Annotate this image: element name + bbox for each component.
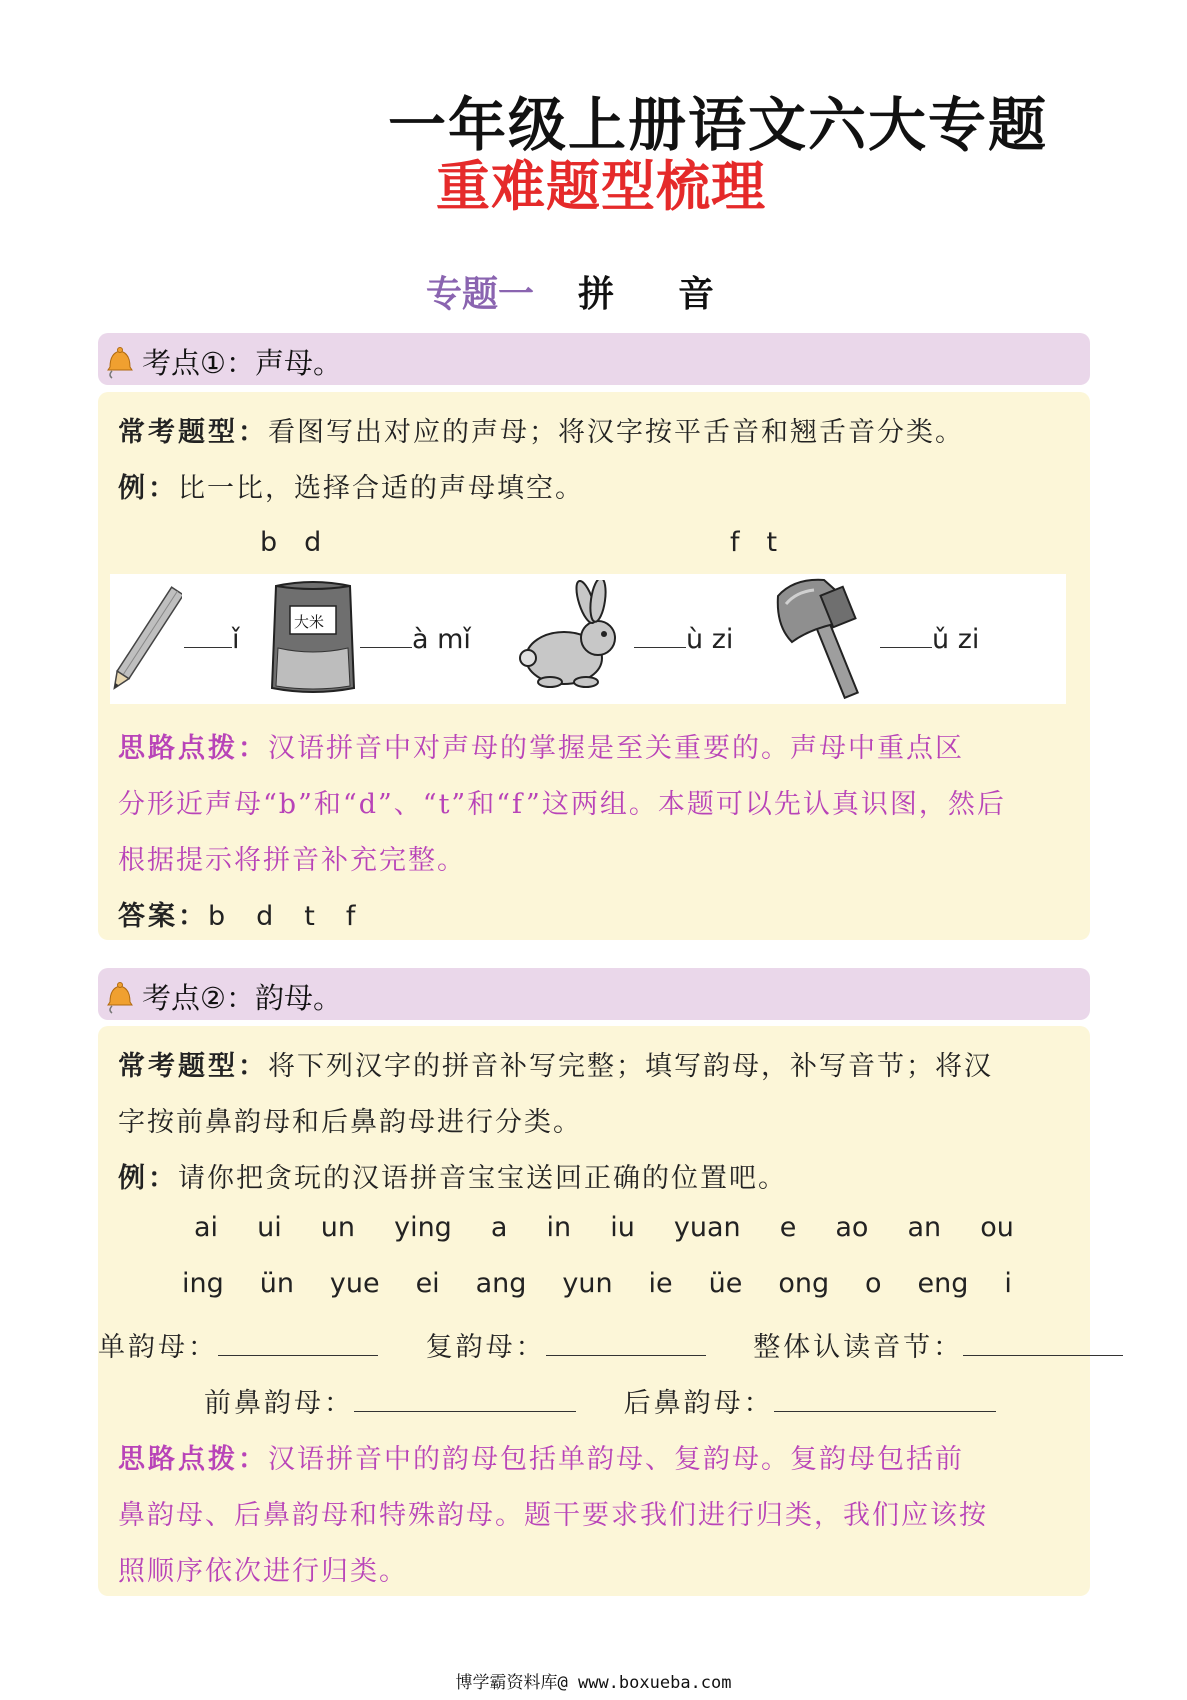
- item1-answer: ǐ: [184, 624, 240, 655]
- pinyin-token[interactable]: ün: [259, 1268, 294, 1299]
- blank-1[interactable]: [184, 647, 232, 648]
- pinyin-token[interactable]: o: [865, 1268, 882, 1299]
- example-label: 例：: [118, 473, 178, 504]
- blank-back-nasal[interactable]: [774, 1411, 996, 1412]
- point1-heading: 考点①：声母。: [142, 346, 342, 380]
- pinyin-token[interactable]: eng: [917, 1268, 969, 1299]
- blank-4[interactable]: [880, 647, 932, 648]
- sub-title: 重难题型梳理: [436, 154, 766, 218]
- options-left: b d: [260, 527, 322, 558]
- topic-number: 专题一: [426, 274, 535, 315]
- point2-heading: 考点②：韵母。: [142, 981, 342, 1015]
- category-row-1: [98, 1325, 1123, 1364]
- category-label-compound: 复韵母：: [425, 1332, 546, 1363]
- rice-bag-label: 大米: [294, 613, 325, 631]
- category-label-front-nasal: 前鼻韵母：: [204, 1388, 354, 1419]
- topic-heading: [426, 266, 778, 317]
- category-label-single: 单韵母：: [98, 1332, 218, 1363]
- category-label-back-nasal: 后鼻韵母：: [623, 1388, 774, 1419]
- pinyin-token[interactable]: in: [546, 1212, 572, 1243]
- pinyin-token[interactable]: ing: [182, 1268, 224, 1299]
- point1-panel: [98, 392, 1090, 940]
- pinyin-token[interactable]: un: [320, 1212, 356, 1243]
- point1-header: [98, 333, 1090, 385]
- pinyin-token[interactable]: ao: [835, 1212, 869, 1243]
- pinyin-token[interactable]: yun: [562, 1268, 613, 1299]
- item4-answer: ǔ zi: [880, 624, 979, 655]
- pinyin-token[interactable]: ang: [475, 1268, 527, 1299]
- footer-watermark: 博学霸资料库@ www.boxueba.com: [455, 1673, 732, 1693]
- point2-tip-line2: 鼻韵母、后鼻韵母和特殊韵母。题干要求我们进行归类，我们应该按: [118, 1500, 988, 1531]
- pinyin-token[interactable]: ei: [415, 1268, 440, 1299]
- pinyin-token[interactable]: yue: [329, 1268, 380, 1299]
- category-row-2: [204, 1381, 996, 1420]
- answer-text: b d t f: [208, 901, 358, 932]
- types-text: 看图写出对应的声母；将汉字按平舌音和翘舌音分类。: [268, 417, 964, 448]
- point2-example: 例：请你把贪玩的汉语拼音宝宝送回正确的位置吧。: [118, 1163, 787, 1194]
- item3-answer: ù zi: [634, 624, 733, 655]
- point2-types-line1: 常考题型：将下列汉字的拼音补写完整；填写韵母，补写音节；将汉: [118, 1051, 993, 1082]
- point1-example: [118, 466, 584, 505]
- blank-3[interactable]: [634, 647, 686, 648]
- pinyin-token[interactable]: iu: [610, 1212, 635, 1243]
- axe-icon: [774, 576, 878, 700]
- point2-types-line2: 字按前鼻韵母和后鼻韵母进行分类。: [118, 1107, 582, 1138]
- example-text: 比一比，选择合适的声母填空。: [178, 473, 584, 504]
- category-label-whole: 整体认读音节：: [753, 1332, 964, 1363]
- point1-tip-line3: 根据提示将拼音补充完整。: [118, 845, 466, 876]
- pinyin-token[interactable]: ie: [648, 1268, 673, 1299]
- item2-answer: à mǐ: [360, 624, 471, 655]
- point2-tip-line1: 思路点拨：汉语拼音中的韵母包括单韵母、复韵母。复韵母包括前: [118, 1444, 964, 1475]
- pinyin-token[interactable]: a: [490, 1212, 508, 1243]
- tip-label: 思路点拨：: [118, 733, 268, 764]
- pinyin-token[interactable]: ou: [980, 1212, 1014, 1243]
- pinyin-row-1: [194, 1212, 1014, 1243]
- types-label: 常考题型：: [118, 417, 268, 448]
- pinyin-token[interactable]: e: [779, 1212, 797, 1243]
- blank-front-nasal[interactable]: [354, 1411, 576, 1412]
- pinyin-token[interactable]: i: [1004, 1268, 1012, 1299]
- answer-label: 答案：: [118, 901, 208, 932]
- point1-tip-line1: 思路点拨：汉语拼音中对声母的掌握是至关重要的。声母中重点区: [118, 733, 964, 764]
- bell-icon: [106, 980, 134, 1014]
- pinyin-token[interactable]: ui: [257, 1212, 282, 1243]
- pinyin-token[interactable]: üe: [708, 1268, 743, 1299]
- point1-answer: [118, 894, 357, 933]
- pinyin-token[interactable]: ong: [778, 1268, 830, 1299]
- pinyin-row-2: [182, 1268, 1012, 1299]
- bell-icon: [106, 345, 134, 379]
- pinyin-token[interactable]: ying: [394, 1212, 452, 1243]
- rice-bag-icon: [268, 578, 358, 696]
- rabbit-icon: [514, 580, 626, 692]
- pinyin-token[interactable]: an: [907, 1212, 942, 1243]
- topic-name: 拼音: [578, 274, 779, 315]
- pinyin-token[interactable]: ai: [194, 1212, 219, 1243]
- point1-types: [118, 410, 964, 449]
- blank-2[interactable]: [360, 647, 412, 648]
- point1-tip-line2: 分形近声母“b”和“d”、“t”和“f”这两组。本题可以先认真识图，然后: [118, 789, 1006, 820]
- main-title: 一年级上册语文六大专题: [388, 91, 1049, 159]
- blank-whole[interactable]: [963, 1355, 1123, 1356]
- point2-header: [98, 968, 1090, 1020]
- options-right: f t: [730, 527, 778, 558]
- pinyin-token[interactable]: yuan: [673, 1212, 741, 1243]
- blank-single[interactable]: [218, 1355, 378, 1356]
- pencil-icon: [112, 576, 182, 700]
- point2-tip-line3: 照顺序依次进行归类。: [118, 1556, 408, 1587]
- blank-compound[interactable]: [546, 1355, 706, 1356]
